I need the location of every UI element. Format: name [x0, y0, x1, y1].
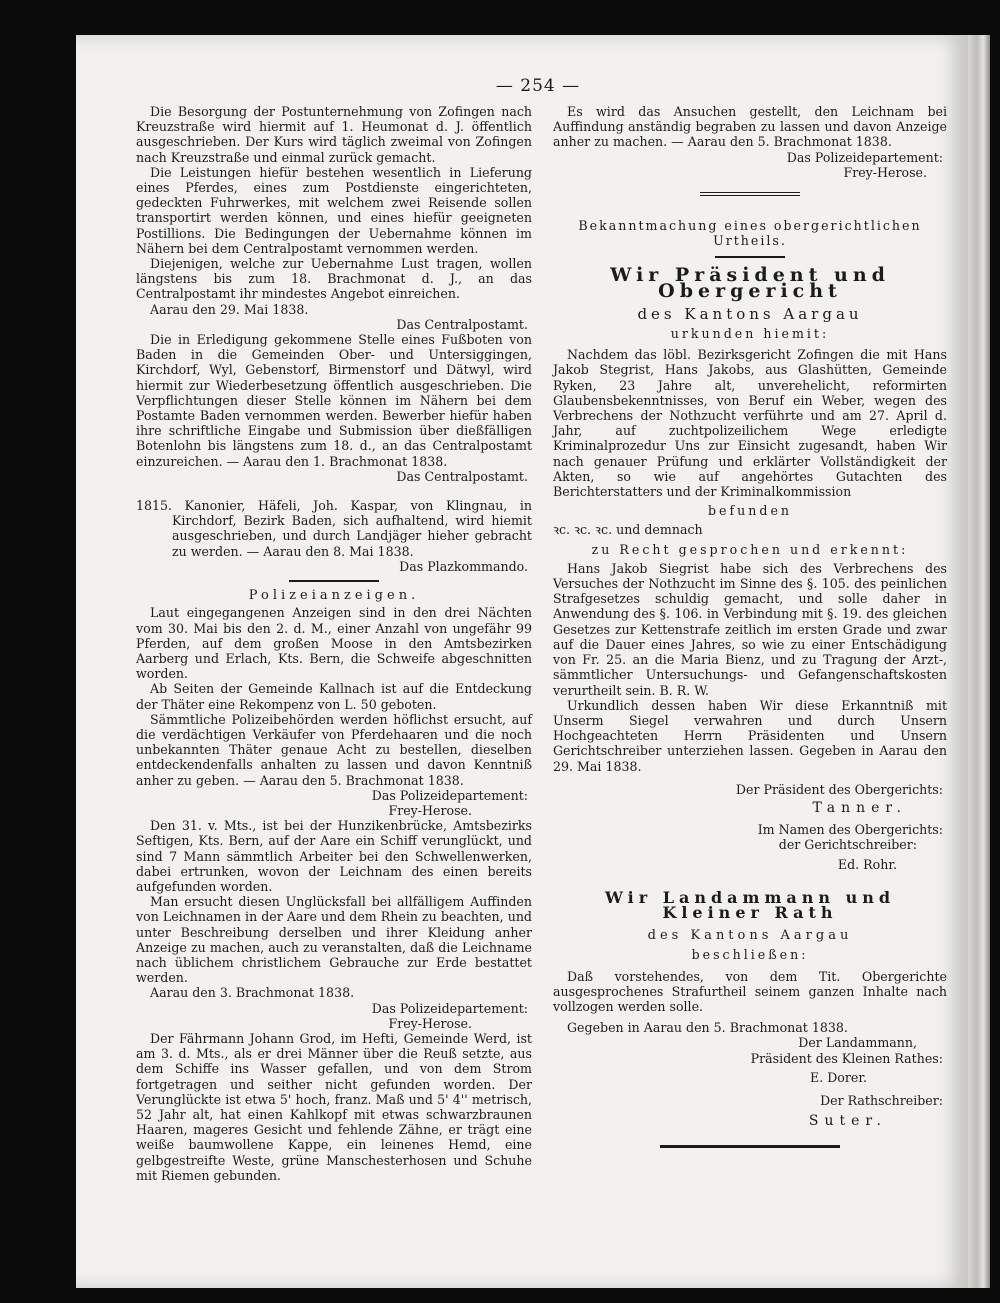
signature-e-dorer: E. Dorer.: [810, 1069, 867, 1085]
signature-frey-herose-2: Frey-Herose.: [388, 1015, 472, 1031]
notice-post-zofingen: Die Besorgung der Postunternehmung von Zofingen nach Kreuzstraße wird hiermit auf 1. Heumonat d. J. öffentlich ausgeschrieben. Der Kurs wird täglich zweimal von Zofingen nach Kreuzstraße und einmal zurück gemacht.: [136, 104, 532, 165]
signature-centralpostamt-1: Das Centralpostamt.: [396, 316, 528, 332]
notice-schiff-date: Aarau den 3. Brachmonat 1838.: [150, 985, 355, 1001]
page-edge: [968, 35, 990, 1288]
notice-faehrmann: Der Fährmann Johann Grod, im Hefti, Gemeinde Werd, ist am 3. d. Mts., als er drei Männer über die Reuß setzte, aus dem Schiffe ins Wasser gefallen, und von dem Strom fortgetragen und seither nicht gefunden worden. Der Verunglückte ist etwa 5' hoch, franz. Maß und 5' 4'' metrisch, 52 Jahr alt, hat einen Kahlkopf mit etwas schwarzbraunen Haaren, mageres Gesicht und fehlende Zähne, er trägt eine weiße baumwollene Kappe, ein leinenes Hemd, eine gelbgestreifte Weste, grüne Manschesterhosen und Schuhe mit Riemen gebunden.: [136, 1030, 532, 1183]
double-rule: [700, 192, 800, 196]
title-kanton-aargau-1: des Kantons Aargau: [637, 304, 863, 323]
title-landammann: Wir Landammann und Kleiner Rath: [604, 887, 896, 922]
signature-praesident-obergericht: Der Präsident des Obergerichts:: [735, 781, 943, 797]
signature-der-landammann: Der Landammann,: [798, 1035, 917, 1051]
signature-frey-herose-3: Frey-Herose.: [843, 164, 927, 180]
signature-polizeidepartement-2: Das Polizeidepartement:: [371, 1000, 528, 1016]
signature-polizeidepartement-1: Das Polizeidepartement:: [371, 787, 528, 803]
verdict-preamble: Nachdem das löbl. Bezirksgericht Zofingen die mit Hans Jakob Stegrist, Hans Jakobs, aus Glashütten, Gemeinde Ryken, 23 Jahre alt, unverehelicht, reformirten Glaubensbekenntnisses, von Beruf ein Weber, wegen des Verbrechens der Nothzucht verführte und am 27. April d. Jahr, auf zuchtpolizeilichem Wege erledigte Kriminalprozedur Uns zur Einsicht zugesandt, haben Wir nach genauer Prüfung und erklärter Vollständigkeit der Akten, so wie auf angehörtes Gutachten des Berichterstatters und der Kriminalkommission: [553, 347, 947, 500]
notice-kanonier: 1815. Kanonier, Häfeli, Joh. Kaspar, von Klingnau, in Kirchdorf, Bezirk Baden, sich aufhaltend, wird hiemit ausgeschrieben, und durch Landjäger hieher gebracht zu werden. — Aarau den 8. Mai 1838.: [136, 498, 532, 559]
right-column: [553, 104, 947, 1154]
signature-praesident-kleiner-rath: Präsident des Kleinen Rathes:: [750, 1050, 943, 1066]
page-number: — 254 —: [495, 76, 581, 96]
signature-rathschreiber: Der Rathschreiber:: [820, 1092, 943, 1108]
notice-fussbote: Die in Erledigung gekommene Stelle eines Fußboten von Baden in die Gemeinden Ober- und Untersiggingen, Kirchdorf, Wyl, Gebenstorf, Birmenstorf und Dätwyl, wird hiermit zur Wiederbesetzung öffentlich ausgeschrieben. Die Verpflichtungen dieser Stelle können im Nähern bei dem Postamte Baden vernommen werden. Bewerber hiefür haben ihre schriftliche Eingabe und Submission über dießfälligen Botenlohn bis längstens zum 18. d., an das Centralpostamt einzureichen. — Aarau den 1. Brachmonat 1838.: [136, 332, 532, 469]
verdict-erkennt: zu Recht gesprochen und erkennt:: [591, 541, 909, 557]
section-heading-polizeianzeigen: Polizeianzeigen.: [248, 588, 420, 604]
notice-post-date: Aarau den 29. Mai 1838.: [150, 301, 309, 317]
verdict-sentence: Hans Jakob Siegrist habe sich des Verbrechens des Versuches der Nothzucht im Sinne des §. 105. des peinlichen Strafgesetzes schuldig gemacht, und solle daher in Anwendung des §. 106. in Verbindung mit §. 19. des gleichen Gesetzes zur Kettenstrafe zeitlich im ersten Grade und zwar auf die Dauer eines Jahres, so wie zu einer Entschädigung von Fr. 25. an die Maria Bienz, und zu Tragung der Arzt-, sämmtlicher Untersuchungs- und Gefangenschaftskosten verurtheilt sein. B. R. W.: [553, 560, 947, 698]
decision-date: Gegeben in Aarau den 5. Brachmonat 1838.: [567, 1020, 848, 1036]
title-praesident-obergericht: Wir Präsident und Obergericht: [610, 264, 890, 302]
signature-polizeidepartement-3: Das Polizeidepartement:: [786, 149, 943, 165]
title-urkunden: urkunden hiemit:: [670, 326, 830, 342]
signature-tanner: Tanner.: [812, 799, 907, 816]
verdict-urkundlich: Urkundlich dessen haben Wir diese Erkanntniß mit Unserm Siegel verwahren und durch Unsern Hochgeachteten Herrn Präsidenten und Unsern Gerichtschreiber unterziehen lassen. Gegeben in Aarau den 29. Mai 1838.: [553, 697, 947, 774]
notice-rekompenz: Ab Seiten der Gemeinde Kallnach ist auf die Entdeckung der Thäter eine Rekompenz von L. 50 geboten.: [136, 681, 532, 712]
signature-centralpostamt-2: Das Centralpostamt.: [396, 468, 528, 484]
heading-bekanntmachung: Bekanntmachung eines obergerichtlichen Urtheils.: [578, 218, 922, 249]
closing-rule: [660, 1145, 840, 1148]
notice-post-conditions: Die Leistungen hiefür bestehen wesentlich in Lieferung eines Pferdes, eines zum Postdienste eingerichteten, gedeckten Fuhrwerkes, mit welchem zwei Reisende sollen transportirt werden können, und eines hiefür geeigneten Postillions. Die Bedingungen der Uebernahme können im Nähern bei dem Centralpostamt vernommen werden.: [136, 164, 532, 256]
signature-gerichtschreiber: der Gerichtschreiber:: [778, 837, 917, 853]
verdict-befunden: befunden: [707, 503, 793, 519]
signature-plazkommando: Das Plazkommando.: [399, 558, 528, 574]
notice-pferde: Laut eingegangenen Anzeigen sind in den drei Nächten vom 30. Mai bis den 2. d. M., einer Anzahl von ungefähr 99 Pferden, auf dem großen Moose in den Amtsbezirken Aarberg und Erlach, Kts. Bern, die Schweife abgeschnitten worden.: [136, 605, 532, 682]
title-kanton-aargau-2: des Kantons Aargau: [647, 928, 853, 944]
notice-begraben: Es wird das Ansuchen gestellt, den Leichnam bei Auffindung anständig begraben zu lassen und davon Anzeige anher zu machen. — Aarau den 5. Brachmonat 1838.: [553, 104, 947, 150]
signature-ed-rohr: Ed. Rohr.: [837, 856, 897, 872]
title-beschliessen: beschließen:: [691, 947, 809, 963]
notice-post-deadline: Diejenigen, welche zur Uebernahme Lust tragen, wollen längstens bis zum 18. Brachmonat d. J., an das Centralpostamt ihr mindestes Angebot einreichen.: [136, 256, 532, 302]
signature-namen-obergericht: Im Namen des Obergerichts:: [757, 822, 943, 838]
section-rule: [289, 580, 379, 582]
verdict-etc: ꝛc. ꝛc. ꝛc. und demnach: [553, 522, 703, 538]
notice-polizeibehoerden: Sämmtliche Polizeibehörden werden höflichst ersucht, auf die verdächtigen Verkäufer von Pferdehaaren und die noch unbekannten Thäter genaue Acht zu bestellen, dieselben entdeckendenfalls anhalten zu lassen und davon Kenntniß anher zu geben. — Aarau den 5. Brachmonat 1838.: [136, 711, 532, 788]
short-rule: [715, 256, 785, 258]
notice-leichnamen: Man ersucht diesen Unglücksfall bei allfälligem Auffinden von Leichnamen in der Aare und dem Rhein zu beachten, und unter Beschreibung derselben und ihrer Kleidung anher Anzeige zu machen, auch zu veranstalten, daß die Leichname nach üblichem christlichem Gebrauche zur Erde bestattet werden.: [136, 894, 532, 986]
notice-schiff: Den 31. v. Mts., ist bei der Hunzikenbrücke, Amtsbezirks Seftigen, Kts. Bern, auf der Aare ein Schiff verunglückt, und sind 7 Mann sämmtlich Arbeiter bei den Schwellenwerken, dabei ertrunken, wovon der Leichnam des einen bereits aufgefunden worden.: [136, 818, 532, 894]
left-column: [136, 104, 532, 1183]
signature-suter: Suter.: [808, 1113, 887, 1130]
decision-text: Daß vorstehendes, von dem Tit. Obergerichte ausgesprochenes Strafurtheil seinem ganzen Inhalte nach vollzogen werden solle.: [553, 968, 947, 1014]
signature-frey-herose-1: Frey-Herose.: [388, 802, 472, 818]
